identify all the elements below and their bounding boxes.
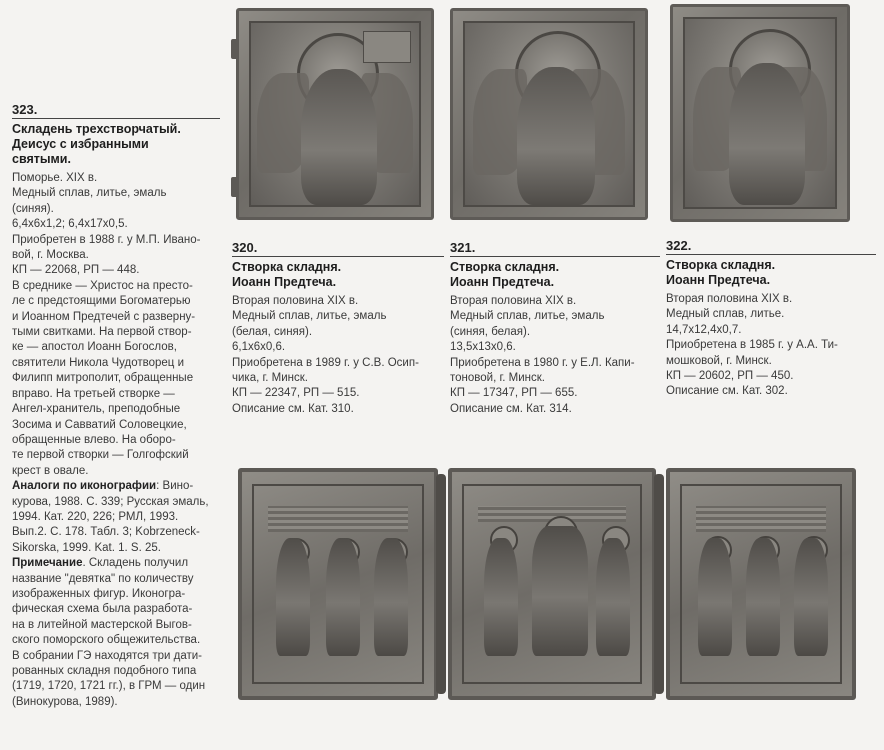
entry-number: 322. bbox=[666, 238, 876, 255]
note-label: Примечание bbox=[12, 557, 83, 570]
icon-photo-321 bbox=[450, 8, 648, 220]
note-line: Примечание. Складень получил bbox=[12, 557, 189, 570]
entry-number: 321. bbox=[450, 240, 660, 257]
analogs-label: Аналоги по иконографии bbox=[12, 480, 157, 493]
icon-photo-320 bbox=[236, 8, 434, 220]
entry-description: Поморье. XIX в. Медный сплав, литье, эмаль (синяя). 6,4х6х1,2; 6,4х17х0,5. Приобретен в 1988 г. у М.П. Ивано- вой, г. Москва. КП — 22068, РП — 448. В среднике — Христос на престо- ле с предстоящими Богоматерью и Иоанном Предтечей с разверну- тыми свитками. На первой створ- ке — апостол Иоанн Богослов, святители Никола Чудотворец и Филипп митрополит, обращенные вправо. На третьей створке — Ангел-хранитель, преподобные Зосима и Савватий Соловецкие, обращенные влево. На оборо- те первой створки — Голгофский крест в овале. Аналоги по иконографии: Вино- курова, 1988. С. 339; Русская эмаль, 1994. Кат. 220, 226; РМЛ, 1993. Вып.2. С. 178. Табл. 3; Kobrzeneck- Sikorska, 1999. Kat. 1. S. 25. Примечание. Складень получил название "девятка" по количеству изображенных фигур. Иконогра- фическая схема была разработа- на в литейной мастерской Выгов- ского поморского общежительства. В собрании ГЭ находятся три дати- рованных складня подобного типа (1719, 1720, 1721 гг.), в ГРМ — один (Винокурова, 1989). bbox=[12, 171, 220, 710]
triptych-center-panel bbox=[448, 468, 656, 700]
entry-description: Вторая половина XIX в. Медный сплав, литье, эмаль (белая, синяя). 6,1х6х0,6. Приобретена в 1989 г. у С.В. Осип- чика, г. Минск. КП — 22347, РП — 515. Описание см. Кат. 310. bbox=[232, 295, 419, 415]
entry-title: Складень трехстворчатый. Деисус с избранными святыми. bbox=[12, 122, 181, 166]
entry-title: Створка складня. Иоанн Предтеча. bbox=[232, 260, 342, 289]
entry-321 bbox=[450, 240, 660, 417]
analogs-line: Аналоги по иконографии: Вино- bbox=[12, 480, 194, 493]
entry-322 bbox=[666, 238, 876, 400]
entry-number: 320. bbox=[232, 240, 444, 257]
entry-title: Створка складня. Иоанн Предтеча. bbox=[666, 258, 776, 287]
entry-320 bbox=[232, 240, 444, 417]
triptych-left-panel bbox=[238, 468, 438, 700]
entry-title: Створка складня. Иоанн Предтеча. bbox=[450, 260, 560, 289]
triptych-photo-323 bbox=[238, 468, 858, 700]
entry-description: Вторая половина XIX в. Медный сплав, литье. 14,7х12,4х0,7. Приобретена в 1985 г. у А.А. Ти- мошковой, г. Минск. КП — 20602, РП — 450. Описание см. Кат. 302. bbox=[666, 293, 838, 398]
entry-323 bbox=[12, 102, 220, 710]
entry-description: Вторая половина XIX в. Медный сплав, литье, эмаль (синяя, белая). 13,5х13х0,6. Приобретена в 1980 г. у Е.Л. Капи- тоновой, г. Минск. КП — 17347, РП — 655. Описание см. Кат. 314. bbox=[450, 295, 635, 415]
icon-photo-322 bbox=[670, 4, 850, 222]
entry-number: 323. bbox=[12, 102, 220, 119]
triptych-right-panel bbox=[666, 468, 856, 700]
